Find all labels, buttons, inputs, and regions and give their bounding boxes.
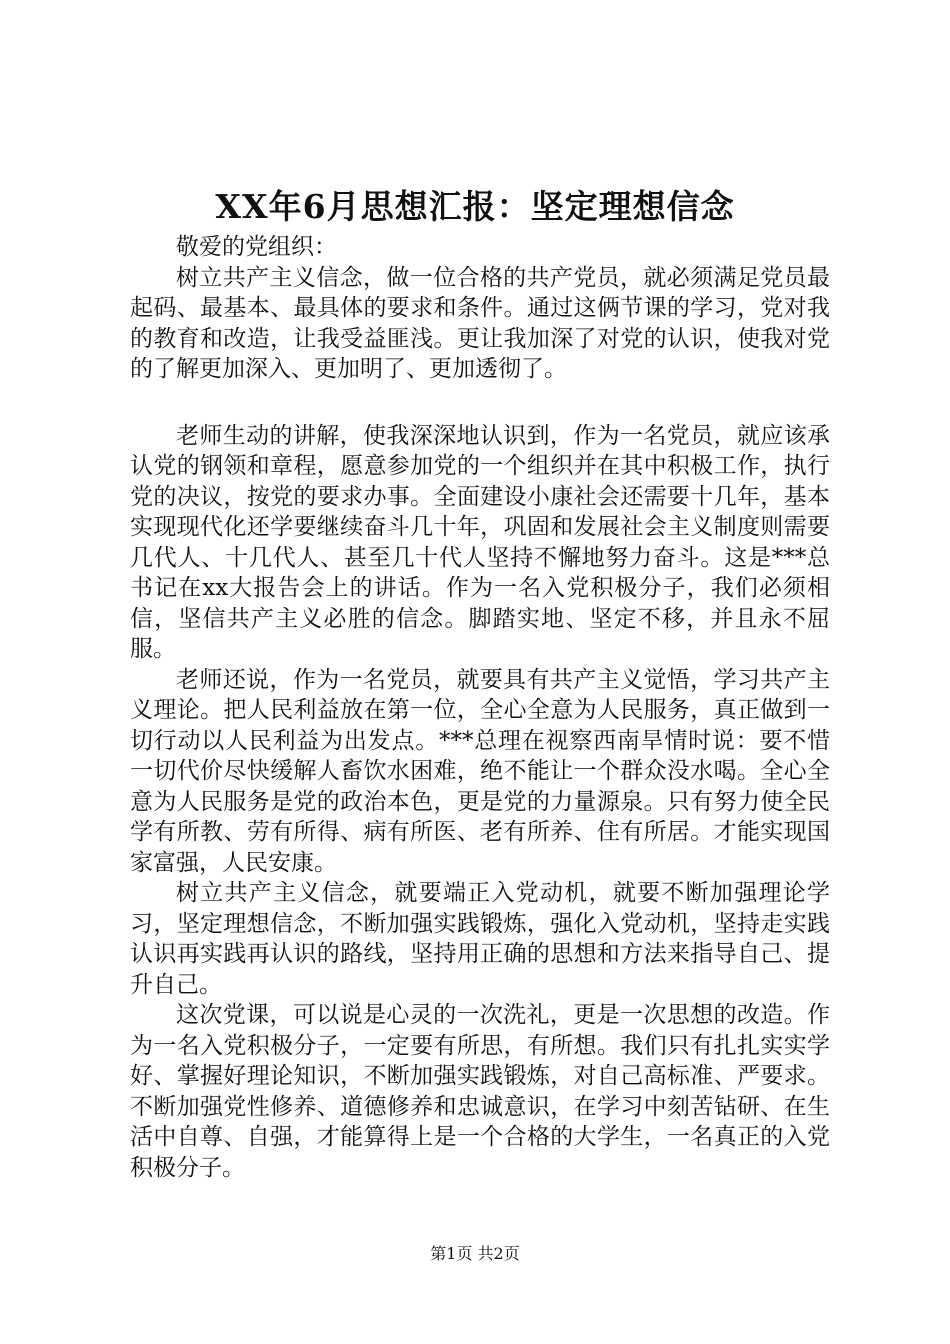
paragraph-3: 老师还说，作为一名党员，就要具有共产主义觉悟，学习共产主义理论。把人民利益放在第一位，全心全意为人民服务，真正做到一切行动以人民利益为出发点。***总理在视察西南旱情时说：要不惜一切代价尽快缓解人畜饮水困难，绝不能让一个群众没水喝。全心全意为人民服务是党的政治本色，更是党的力量源泉。只有努力使全民学有所教、劳有所得、病有所医、老有所养、住有所居。才能实现国家富强，人民安康。 <box>130 666 830 876</box>
paragraph-5: 这次党课，可以说是心灵的一次洗礼，更是一次思想的改造。作为一名入党积极分子，一定要有所思，有所想。我们只有扎扎实实学好、掌握好理论知识，不断加强实践锻炼，对自己高标准、严要求。不断加强党性修养、道德修养和忠诚意识，在学习中刻苦钻研、在生活中自尊、自强，才能算得上是一个合格的大学生，一名真正的入党积极分子。 <box>130 1002 830 1181</box>
paragraph-4: 树立共产主义信念，就要端正入党动机，就要不断加强理论学习，坚定理想信念，不断加强实践锻炼，强化入党动机，坚持走实践认识再实践再认识的路线，坚持用正确的思想和方法来指导自己、提升自己。 <box>130 880 830 998</box>
paragraph-1: 树立共产主义信念，做一位合格的共产党员，就必须满足党员最起码、最基本、最具体的要求和条件。通过这俩节课的学习，党对我的教育和改造，让我受益匪浅。更让我加深了对党的认识，使我对党的了解更加深入、更加明了、更加透彻了。 <box>130 264 830 382</box>
paragraph-gap <box>130 385 830 421</box>
document-title: XX年6月思想汇报：坚定理想信念 <box>215 187 735 226</box>
page-footer: 第1页 共2页 <box>430 1244 520 1263</box>
salutation: 敬爱的党组织： <box>176 234 337 260</box>
document-body <box>130 232 830 1183</box>
paragraph-2: 老师生动的讲解，使我深深地认识到，作为一名党员，就应该承认党的钢领和章程，愿意参加党的一个组织并在其中积极工作，执行党的决议，按党的要求办事。全面建设小康社会还需要十几年，基本实现现代化还学要继续奋斗几十年，巩固和发展社会主义制度则需要几代人、十几代人、甚至几十代人坚持不懈地努力奋斗。这是***总书记在xx大报告会上的讲话。作为一名入党积极分子，我们必须相信，坚信共产主义必胜的信念。脚踏实地、坚定不移，并且永不屈服。 <box>130 422 830 662</box>
